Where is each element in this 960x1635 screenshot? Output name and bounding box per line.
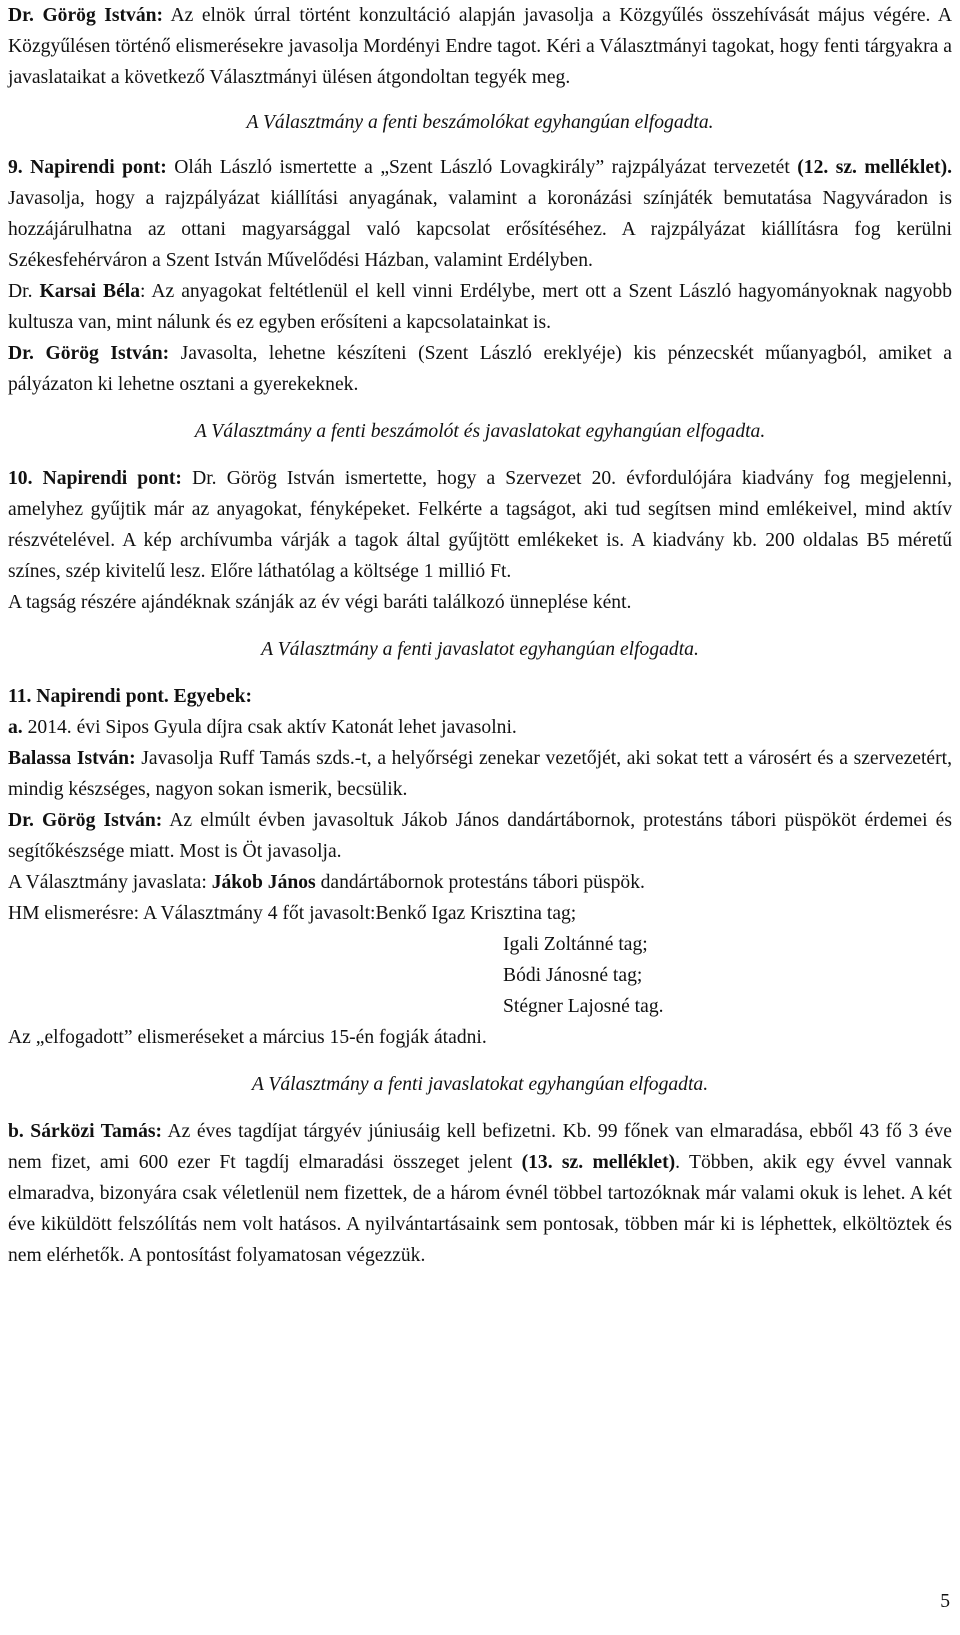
item-b: b. Sárközi Tamás: Az éves tagdíjat tárgyév júniusáig kell befizetni. Kb. 99 főnek van elmaradása, ebből 43 fő 3 éve nem fizet, ami 600 ezer Ft tagdíj elmaradási összeget jelent (13. sz. melléklet). Többen, akik egy évvel vannak elmaradva, bizonyára csak véletlenül nem fizettek, de a három évnél többel tartozóknak már valami okuk is lehet. A két éve kiküldött felszólítás nem volt hatásos. A nyilvántartásaink sem pontosak, többen már ki is léphettek, elköltöztek és nem elérhetők. A pontosítást folyamatosan végezzük. <box>8 1121 952 1266</box>
speaker-name: Karsai Béla <box>39 281 141 302</box>
paragraph-gift: A tagság részére ajándéknak szánják az év végi baráti találkozó ünneplése ként. <box>8 592 632 613</box>
paragraph-balassa: Balassa István: Javasolja Ruff Tamás szds.-t, a helyőrségi zenekar vezetőjét, aki sokat tett a városért és a szervezetért, mindig készséges, nagyon sokan ismerik, becsülik. <box>8 748 953 800</box>
agenda-item-9: 9. Napirendi pont: Oláh László ismertette a „Szent László Lovagkirály” rajzpályázat tervezetét (12. sz. melléklet). Javasolja, hogy a rajzpályázat kiállítási anyagának, valamint a koronázási színjáték bemutatása Nagyváradon is hozzájárulhatna az ottani magyarsággal való kapcsolat erősítéséhez. A rajzpályázat kiállításra fog kerülni Székesfehérváron a Szent István Művelődési Házban, valamint Erdélyben. <box>8 157 952 271</box>
paragraph-gorog-intro: Dr. Görög István: Az elnök úrral történt konzultáció alapján javasolja a Közgyűlés összehívását május végére. A Közgyűlésen történő elismerésekre javasolja Mordényi Endre tagot. Kéri a Választmányi tagokat, hogy fenti tárgyakra a javaslataikat a következő Választmányi ülésen átgondoltan tegyék meg. <box>8 5 952 88</box>
decision-2: A Választmány a fenti beszámolót és javaslatokat egyhangúan elfogadta. <box>194 421 766 442</box>
agenda-item-10: 10. Napirendi pont: Dr. Görög István ismertette, hogy a Szervezet 20. évfordulójára kiadvány fog megjelenni, amelyhez gyűjtik már az anyagokat, fényképeket. Felkérte a tagságot, aki tud segítsen mind emlékeivel, mind aktív részvételével. A kép archívumba várják a tagok által gyűjtött emlékeket is. A kiadvány kb. 200 oldalas B5 méretű színes, szép kivitelű lesz. Előre láthatólag a költsége 1 millió Ft. <box>8 468 952 582</box>
agenda-heading-10: 10. Napirendi pont: <box>8 468 182 489</box>
paragraph-atadas: Az „elfogadott” elismeréseket a március 15-én fogják átadni. <box>8 1027 487 1048</box>
speaker-name: Dr. Görög István: <box>8 343 170 364</box>
attachment-ref-12: (12. sz. melléklet). <box>797 157 952 178</box>
hm-name: Igali Zoltánné tag; <box>503 934 648 955</box>
paragraph-gorog-coin: Dr. Görög István: Javasolta, lehetne készíteni (Szent László ereklyéje) kis pénzecskét műanyagból, amiket a pályázaton ki lehetne osztani a gyerekeknek. <box>8 343 952 395</box>
paragraph-gorog-jakob: Dr. Görög István: Az elmúlt évben javasoltuk Jákob János dandártábornok, protestáns tábori püspököt érdemei és segítőkészsége miatt. Most is Öt javasolja. <box>8 810 952 862</box>
speaker-name: Balassa István: <box>8 748 136 769</box>
agenda-heading-11: 11. Napirendi pont. Egyebek: <box>8 686 253 707</box>
speaker-name: Dr. Görög István: <box>8 5 164 26</box>
paragraph-hm: HM elismerésre: A Választmány 4 főt javasolt:Benkő Igaz Krisztina tag; <box>8 903 577 924</box>
agenda-heading-9: 9. Napirendi pont: <box>8 157 167 178</box>
hm-name: Bódi Jánosné tag; <box>503 965 643 986</box>
decision-1: A Választmány a fenti beszámolókat egyhangúan elfogadta. <box>246 112 714 133</box>
nominee-name: Jákob János <box>211 872 316 893</box>
page-number: 5 <box>940 1591 950 1612</box>
decision-4: A Választmány a fenti javaslatokat egyhangúan elfogadta. <box>251 1074 709 1095</box>
speaker-name: Dr. Görög István: <box>8 810 163 831</box>
item-a: a. 2014. évi Sipos Gyula díjra csak aktív Katonát lehet javasolni. <box>8 717 517 738</box>
decision-3: A Választmány a fenti javaslatot egyhangúan elfogadta. <box>261 639 699 660</box>
paragraph-karsai: Dr. Karsai Béla: Az anyagokat feltétlenül el kell vinni Erdélybe, mert ott a Szent László hagyományoknak nagyobb kultusza van, mint nálunk és ez egyben erősíteni a kapcsolatainkat is. <box>8 281 952 333</box>
hm-name: Stégner Lajosné tag. <box>503 996 664 1017</box>
item-label-a: a. <box>8 717 23 738</box>
paragraph-javaslat: A Választmány javaslata: Jákob János dandártábornok protestáns tábori püspök. <box>8 872 645 893</box>
attachment-ref-13: (13. sz. melléklet) <box>521 1152 676 1173</box>
speaker-name: b. Sárközi Tamás: <box>8 1121 163 1142</box>
